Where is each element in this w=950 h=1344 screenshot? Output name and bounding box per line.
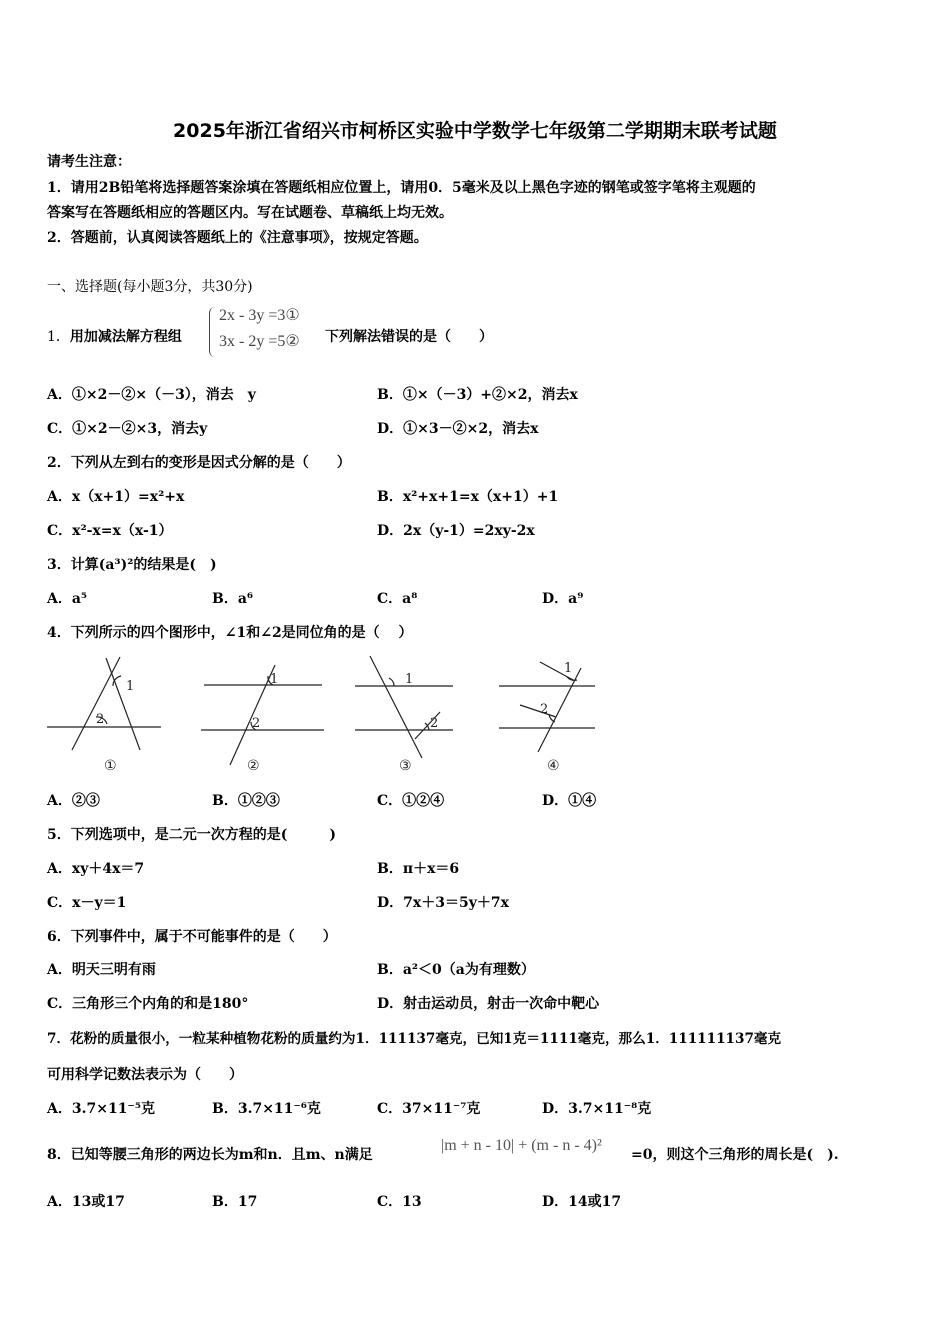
q7-option-b[interactable]: B．3.7×11⁻⁶克 bbox=[212, 1101, 321, 1117]
q8-option-b[interactable]: B．17 bbox=[212, 1194, 258, 1210]
fig1-angle1-label: 1 bbox=[126, 679, 135, 694]
q5-option-c[interactable]: C．x－y＝1 bbox=[47, 895, 127, 911]
fig4-angle1-label: 1 bbox=[564, 661, 573, 676]
q5-stem: 5．下列选项中，是二元一次方程的是( ) bbox=[47, 827, 336, 843]
q7-option-a[interactable]: A．3.7×11⁻⁵克 bbox=[47, 1101, 155, 1117]
q2-stem: 2．下列从左到右的变形是因式分解的是（ ） bbox=[47, 455, 351, 471]
q8-option-a[interactable]: A．13或17 bbox=[47, 1194, 125, 1210]
q4-option-a[interactable]: A．②③ bbox=[47, 793, 100, 809]
q2-option-c[interactable]: C．x²-x=x（x-1） bbox=[47, 523, 173, 539]
q3-option-c[interactable]: C．a⁸ bbox=[377, 591, 418, 607]
q3-stem: 3．计算(a³)²的结果是( ) bbox=[47, 557, 217, 573]
q2-option-b[interactable]: B．x²+x+1=x（x+1）+1 bbox=[377, 489, 559, 505]
section-heading: 一、选择题(每小题3分，共30分) bbox=[47, 279, 253, 295]
q8-formula: |m + n - 10| + (m - n - 4)² bbox=[441, 1137, 602, 1154]
notice-line-2: 2．答题前，认真阅读答题纸上的《注意事项》，按规定答题。 bbox=[47, 230, 428, 246]
fig3-transversal bbox=[370, 656, 422, 758]
notice-line-1b: 答案写在答题纸相应的答题区内。写在试题卷、草稿纸上均无效。 bbox=[47, 205, 453, 221]
q1-stem-pre: 用加减法解方程组 bbox=[69, 329, 182, 345]
fig1-transversal-b bbox=[106, 658, 140, 750]
q1-option-a[interactable]: A．①×2－②×（－3），消去 y bbox=[47, 387, 256, 403]
q3-option-a[interactable]: A．a⁵ bbox=[47, 591, 88, 607]
q6-stem: 6．下列事件中，属于不可能事件的是（ ） bbox=[47, 929, 337, 945]
fig1-angle2-label: 2 bbox=[96, 712, 105, 727]
fig1-angle1-arc bbox=[113, 676, 121, 686]
q5-option-b[interactable]: B．π＋x＝6 bbox=[377, 861, 460, 877]
fig4-label: ④ bbox=[547, 758, 560, 774]
fig1-label: ① bbox=[104, 758, 117, 774]
q7-stem: 7．花粉的质量很小，一粒某种植物花粉的质量约为1．111137毫克，已知1克＝1111毫克，那么1．111111137毫克 bbox=[47, 1031, 782, 1047]
fig4-angle2-label: 2 bbox=[540, 702, 549, 717]
brace-icon bbox=[209, 307, 217, 357]
q3-option-b[interactable]: B．a⁶ bbox=[212, 591, 254, 607]
q8-stem-post: =0，则这个三角形的周长是( ). bbox=[631, 1147, 839, 1163]
notice-line-1: 1．请用2B铅笔将选择题答案涂填在答题纸相应位置上，请用0．5毫米及以上黑色字迹的钢笔或签字笔将主观题的 bbox=[47, 180, 756, 196]
q7-option-c[interactable]: C．37×11⁻⁷克 bbox=[377, 1101, 481, 1117]
fig3-angle2-label: 2 bbox=[430, 716, 439, 731]
page-title: 2025年浙江省绍兴市柯桥区实验中学数学七年级第二学期期末联考试题 bbox=[173, 120, 777, 142]
fig3-label: ③ bbox=[399, 758, 412, 774]
q4-figures-svg bbox=[44, 652, 614, 782]
q4-option-b[interactable]: B．①②③ bbox=[212, 793, 280, 809]
q4-figures bbox=[44, 652, 614, 782]
fig2-label: ② bbox=[247, 758, 260, 774]
fig3-angle1-label: 1 bbox=[405, 672, 414, 687]
q1-stem-post: 下列解法错误的是（ ） bbox=[325, 329, 493, 345]
q8-option-d[interactable]: D．14或17 bbox=[542, 1194, 622, 1210]
q7-stem-2: 可用科学记数法表示为（ ） bbox=[47, 1067, 243, 1083]
q8-option-c[interactable]: C．13 bbox=[377, 1194, 422, 1210]
q1-number: 1． bbox=[47, 329, 70, 345]
q5-option-d[interactable]: D．7x＋3＝5y＋7x bbox=[377, 895, 509, 911]
q1-equation-1: 2x - 3y =3① bbox=[219, 307, 300, 324]
fig1-transversal-a bbox=[72, 657, 120, 750]
fig3-angle1-arc bbox=[389, 678, 394, 686]
q1-option-c[interactable]: C．①×2－②×3，消去y bbox=[47, 421, 208, 437]
q1-option-b[interactable]: B．①×（－3）+②×2，消去x bbox=[377, 387, 578, 403]
notice-heading: 请考生注意： bbox=[47, 154, 131, 170]
q4-stem: 4．下列所示的四个图形中，∠1和∠2是同位角的是（ ） bbox=[47, 625, 413, 641]
fig4-ray-bottom bbox=[520, 705, 556, 717]
q1-equation-2: 3x - 2y =5② bbox=[219, 333, 300, 350]
q1-equation-system bbox=[209, 305, 327, 361]
q4-option-c[interactable]: C．①②④ bbox=[377, 793, 445, 809]
q2-option-a[interactable]: A．x（x+1）=x²+x bbox=[47, 489, 185, 505]
q4-option-d[interactable]: D．①④ bbox=[542, 793, 597, 809]
q5-option-a[interactable]: A．xy＋4x＝7 bbox=[47, 861, 145, 877]
q6-option-b[interactable]: B．a²＜0（a为有理数） bbox=[377, 962, 535, 978]
fig2-angle1-label: 1 bbox=[270, 672, 279, 687]
q8-stem-pre: 8．已知等腰三角形的两边长为m和n．且m、n满足 bbox=[47, 1147, 373, 1163]
q2-option-d[interactable]: D．2x（y-1）=2xy-2x bbox=[377, 523, 535, 539]
q7-option-d[interactable]: D．3.7×11⁻⁸克 bbox=[542, 1101, 652, 1117]
q1-option-d[interactable]: D．①×3－②×2，消去x bbox=[377, 421, 539, 437]
q3-option-d[interactable]: D．a⁹ bbox=[542, 591, 584, 607]
q1-stem bbox=[47, 327, 182, 347]
q6-option-a[interactable]: A．明天三明有雨 bbox=[47, 962, 156, 978]
q6-option-c[interactable]: C．三角形三个内角的和是180° bbox=[47, 996, 249, 1012]
fig2-angle2-label: 2 bbox=[252, 716, 261, 731]
q6-option-d[interactable]: D．射击运动员，射击一次命中靶心 bbox=[377, 996, 600, 1012]
